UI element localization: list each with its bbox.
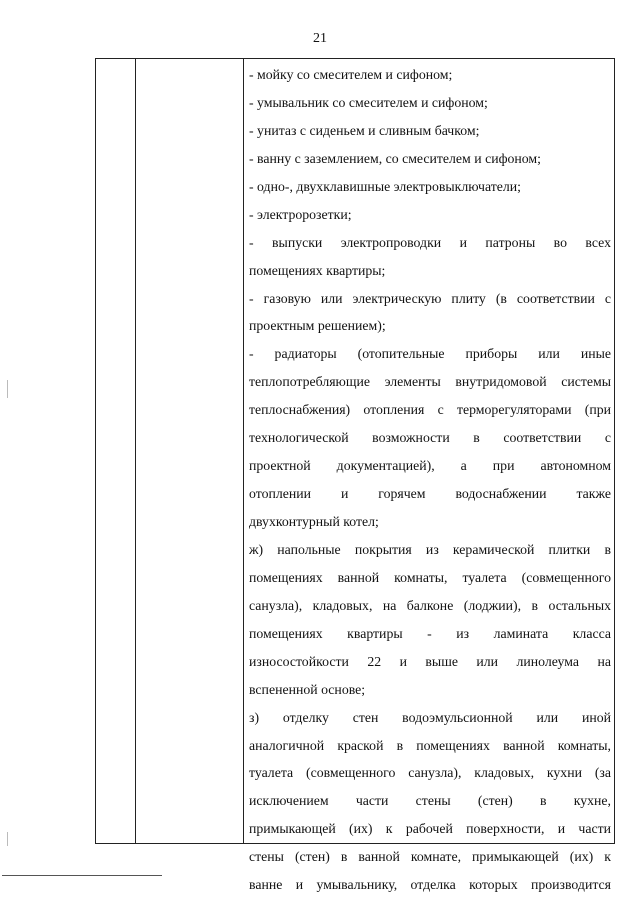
text-line: ванне и умывальнику, отделка которых производится xyxy=(249,877,611,893)
text-line: аналогичной краской в помещениях ванной комнаты, xyxy=(249,737,611,753)
text-line: проектным решением); xyxy=(249,318,386,334)
text-line: отоплении и горячем водоснабжении также xyxy=(249,486,611,502)
text-line: теплопотребляющие элементы внутридомовой системы xyxy=(249,374,611,390)
text-line: помещениях ванной комнаты, туалета (совмещенного xyxy=(249,569,611,585)
text-line: санузла), кладовых, на балконе (лоджии), в остальных xyxy=(249,597,611,613)
text-line: износостойкости 22 и выше или линолеума на xyxy=(249,653,611,669)
text-line: теплоснабжения) отопления с терморегуляторами (при xyxy=(249,402,611,418)
text-line: помещениях квартиры - из ламината класса xyxy=(249,625,611,641)
text-line: - умывальник со смесителем и сифоном; xyxy=(249,94,488,110)
text-line: технологической возможности в соответствии с xyxy=(249,430,611,446)
text-line: примыкающей (их) к рабочей поверхности, и части xyxy=(249,821,611,837)
text-line: - электророзетки; xyxy=(249,206,352,222)
text-line: - унитаз с сиденьем и сливным бачком; xyxy=(249,122,480,138)
text-line: двухконтурный котел; xyxy=(249,514,379,529)
text-line: исключением части стены (стен) в кухне, xyxy=(249,793,611,809)
text-line: - одно-, двухклавишные электровыключатели; xyxy=(249,178,521,194)
column-divider-2 xyxy=(243,59,244,843)
column-divider-1 xyxy=(135,59,136,843)
text-line: ж) напольные покрытия из керамической плитки в xyxy=(249,541,611,557)
text-line: проектной документацией), а при автономном xyxy=(249,458,611,474)
page-number: 21 xyxy=(313,31,327,46)
text-line: туалета (совмещенного санузла), кладовых, кухни (за xyxy=(249,765,611,781)
text-line: - мойку со смесителем и сифоном; xyxy=(249,67,453,82)
document-table xyxy=(95,58,615,893)
text-line: вспененной основе; xyxy=(249,681,366,697)
table-cell-content xyxy=(249,61,611,899)
text-line: помещениях квартиры; xyxy=(249,262,386,278)
scan-artifact-mark xyxy=(7,380,8,398)
footnote-rule xyxy=(2,875,162,876)
text-line: - выпуски электропроводки и патроны во всех xyxy=(249,234,611,250)
scan-artifact-mark xyxy=(7,832,8,846)
text-line: - газовую или электрическую плиту (в соответствии с xyxy=(249,290,611,306)
text-line: - радиаторы (отопительные приборы или иные xyxy=(249,346,611,362)
text-line: з) отделку стен водоэмульсионной или иной xyxy=(249,709,611,725)
text-line: - ванну с заземлением, со смесителем и сифоном; xyxy=(249,150,541,166)
text-line: стены (стен) в ванной комнате, примыкающей (их) к xyxy=(249,849,611,865)
